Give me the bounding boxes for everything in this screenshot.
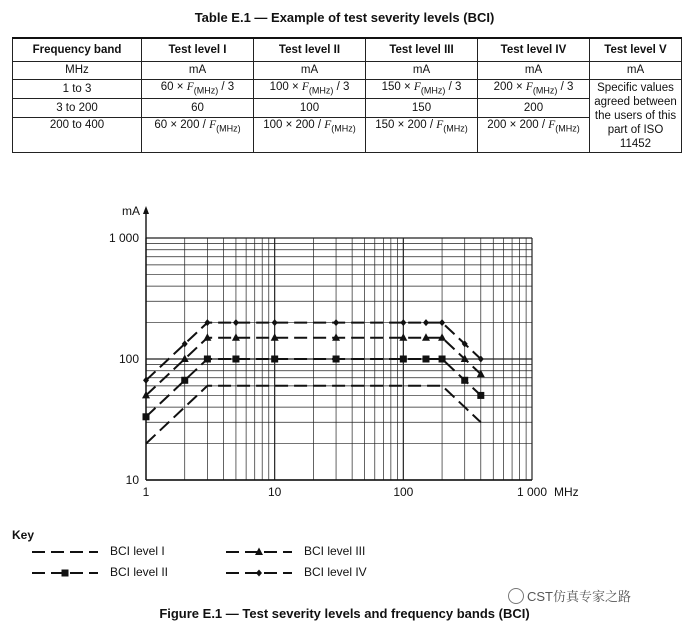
header-level-3: Test level III: [366, 38, 478, 62]
table-cell: 60: [142, 99, 254, 118]
data-point-level-4: [423, 319, 429, 326]
x-tick-label: 100: [393, 485, 414, 499]
legend-swatch: [32, 567, 98, 579]
header-level-1: Test level I: [142, 38, 254, 62]
legend-swatch-marker: [256, 570, 262, 577]
data-point-level-2: [422, 356, 429, 363]
header-frequency-band: Frequency band: [13, 38, 142, 62]
table-cell: $60 \times F_{(MHz)} / 3$: [142, 80, 254, 99]
table-cell: $100 \times F_{(MHz)} / 3$: [254, 80, 366, 99]
unit-cell: mA: [254, 62, 366, 80]
severity-table: [12, 37, 682, 153]
table-cell: 200 to 400: [13, 118, 142, 153]
key-title: Key: [12, 528, 35, 542]
y-axis-unit-label: mA: [122, 204, 140, 218]
header-level-2: Test level II: [254, 38, 366, 62]
table-row: [13, 99, 682, 118]
data-point-level-4: [272, 319, 278, 326]
table-cell: 200: [478, 99, 590, 118]
table-header-row: [13, 38, 682, 62]
x-axis-unit-label: MHz: [554, 485, 579, 499]
y-tick-label: 100: [118, 352, 139, 366]
y-axis-arrow: [143, 206, 149, 214]
data-point-level-2: [477, 392, 484, 399]
data-point-level-2: [461, 377, 468, 384]
data-point-level-4: [333, 319, 339, 326]
x-tick-label: 1: [142, 485, 150, 499]
table-cell: $150 \times 200 / F_{(MHz)}$: [366, 118, 478, 153]
table-title: Table E.1 — Example of test severity levels (BCI): [194, 10, 495, 25]
legend-swatch: [226, 546, 292, 558]
data-point-level-4: [439, 319, 445, 326]
x-tick-label: 10: [267, 485, 282, 499]
data-point-level-2: [181, 377, 188, 384]
table-cell: $200 \times 200 / F_{(MHz)}$: [478, 118, 590, 153]
figure-title: Figure E.1 — Test severity levels and frequency bands (BCI): [159, 606, 530, 621]
table-cell: $150 \times F_{(MHz)} / 3$: [366, 80, 478, 99]
level-5-note: Specific values agreed between the users of this part of ISO 11452: [590, 80, 682, 153]
severity-chart: [0, 198, 689, 503]
table-cell: 1 to 3: [13, 80, 142, 99]
data-point-level-2: [204, 356, 211, 363]
data-point-level-2: [439, 356, 446, 363]
unit-cell: mA: [366, 62, 478, 80]
unit-cell: MHz: [13, 62, 142, 80]
table-cell: $200 \times F_{(MHz)} / 3$: [478, 80, 590, 99]
x-tick-label: 1 000: [516, 485, 548, 499]
unit-cell: mA: [478, 62, 590, 80]
watermark: [508, 586, 631, 605]
legend-swatch-marker: [62, 570, 69, 577]
legend-label: BCI level I: [110, 544, 165, 558]
data-point-level-2: [400, 356, 407, 363]
wechat-icon: [508, 588, 524, 604]
header-level-4: Test level IV: [478, 38, 590, 62]
data-point-level-4: [233, 319, 239, 326]
y-tick-label: 10: [125, 473, 139, 487]
unit-cell: mA: [142, 62, 254, 80]
table-cell: 3 to 200: [13, 99, 142, 118]
legend-label: BCI level III: [304, 544, 366, 558]
data-point-level-4: [400, 319, 406, 326]
legend-label: BCI level II: [110, 565, 169, 579]
table-cell: 150: [366, 99, 478, 118]
data-point-level-2: [232, 356, 239, 363]
legend-swatch: [32, 546, 98, 558]
table-cell: $60 \times 200 / F_{(MHz)}$: [142, 118, 254, 153]
y-tick-label: 1 000: [108, 231, 139, 245]
table-row: [13, 118, 682, 153]
data-point-level-2: [271, 356, 278, 363]
table-cell: 100: [254, 99, 366, 118]
table-unit-row: [13, 62, 682, 80]
table-cell: $100 \times 200 / F_{(MHz)}$: [254, 118, 366, 153]
data-point-level-2: [143, 413, 150, 420]
header-level-5: Test level V: [590, 38, 682, 62]
data-point-level-2: [333, 356, 340, 363]
watermark-text: CST仿真专家之路: [527, 589, 632, 604]
unit-cell: mA: [590, 62, 682, 80]
table-row: [13, 80, 682, 99]
legend-label: BCI level IV: [304, 565, 367, 579]
legend-swatch: [226, 567, 292, 579]
